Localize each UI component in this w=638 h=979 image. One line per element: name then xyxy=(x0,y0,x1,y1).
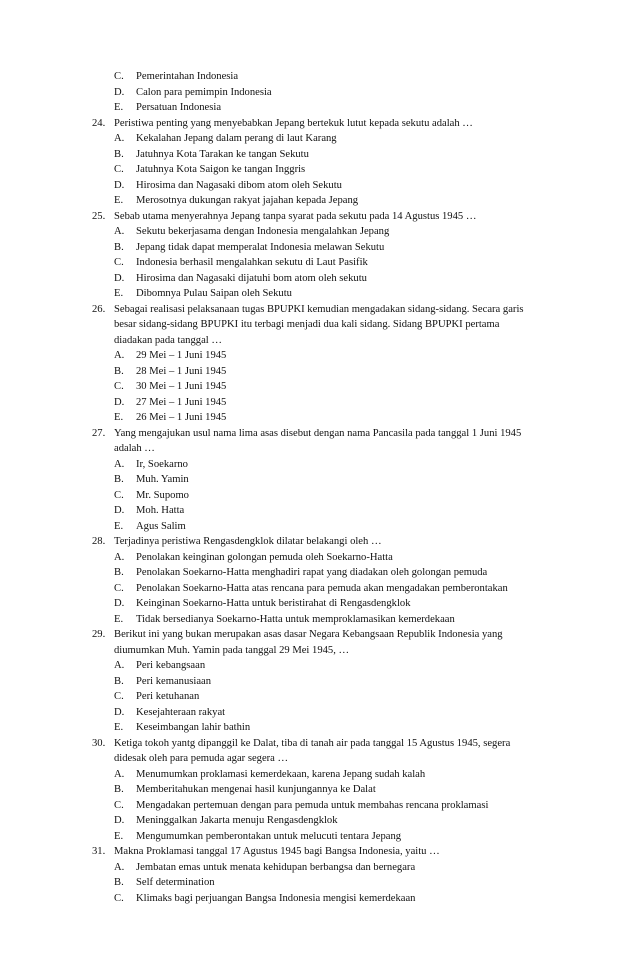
option-text: Hirosima dan Nagasaki dibom atom oleh Sekutu xyxy=(136,179,342,191)
option-text: Sekutu bekerjasama dengan Indonesia mengalahkan Jepang xyxy=(136,226,390,237)
option-text: 27 Mei – 1 Juni 1945 xyxy=(136,396,227,408)
question-text-line: Berikut ini yang bukan merupakan asas dasar Negara Kebangsaan Republik Indonesia yang xyxy=(114,629,503,640)
question-text-line: Sebab utama menyerahnya Jepang tanpa syarat pada sekutu pada 14 Agustus 1945 … xyxy=(114,210,477,222)
option-letter: C. xyxy=(114,257,124,268)
option-letter: A. xyxy=(114,660,125,671)
option-text: Klimaks bagi perjuangan Bangsa Indonesia mengisi kemerdekaan xyxy=(136,892,416,904)
option-letter: D. xyxy=(114,86,125,98)
question-text-line: besar sidang-sidang BPUPKI itu terbagi menjadi dua kali sidang. Sidang BPUPKI pertama xyxy=(114,319,500,330)
question-text-line: Makna Proklamasi tanggal 17 Agustus 1945 bagi Bangsa Indonesia, yaitu … xyxy=(114,846,440,857)
option-text: 30 Mei – 1 Juni 1945 xyxy=(136,381,227,392)
option-text: Agus Salim xyxy=(136,520,186,532)
option-letter: C. xyxy=(114,71,124,82)
option-text: Mr. Supomo xyxy=(136,489,189,501)
option-letter: C. xyxy=(114,691,124,702)
option-text: Meninggalkan Jakarta menuju Rengasdengklok xyxy=(136,815,338,826)
option-letter: B. xyxy=(114,365,124,377)
option-text: Peri kemanusiaan xyxy=(136,675,212,687)
option-letter: C. xyxy=(114,582,124,594)
question-number: 24. xyxy=(92,117,106,129)
option-letter: A. xyxy=(114,551,125,563)
question-number: 26. xyxy=(92,303,106,315)
option-text: Keinginan Soekarno-Hatta untuk beristirahat di Rengasdengklok xyxy=(136,598,411,609)
option-letter: B. xyxy=(114,474,124,485)
question-text-line: Terjadinya peristiwa Rengasdengklok dilatar belakangi oleh … xyxy=(114,536,382,547)
option-text: Peri kebangsaan xyxy=(136,660,206,671)
option-letter: C. xyxy=(114,799,124,811)
option-letter: E. xyxy=(114,412,124,423)
option-text: Penolakan Soekarno-Hatta menghadiri rapat yang diadakan oleh golongan pemuda xyxy=(136,567,488,578)
option-letter: D. xyxy=(114,815,125,826)
option-text: Menumumkan proklamasi kemerdekaan, karena Jepang sudah kalah xyxy=(136,768,426,780)
option-letter: A. xyxy=(114,226,125,237)
option-text: Persatuan Indonesia xyxy=(136,102,222,113)
option-text: Jepang tidak dapat memperalat Indonesia melawan Sekutu xyxy=(136,241,385,253)
option-letter: E. xyxy=(114,195,124,206)
option-text: Mengadakan pertemuan dengan para pemuda untuk membahas rencana proklamasi xyxy=(136,799,489,811)
option-letter: C. xyxy=(114,892,124,904)
option-letter: B. xyxy=(114,241,124,253)
option-text: Jatuhnya Kota Saigon ke tangan Inggris xyxy=(136,164,306,175)
option-text: Kekalahan Jepang dalam perang di laut Karang xyxy=(136,133,337,144)
option-text: Jembatan emas untuk menata kehidupan berbangsa dan bernegara xyxy=(136,861,416,873)
question-number: 29. xyxy=(92,629,106,640)
question-number: 31. xyxy=(92,846,106,857)
option-letter: E. xyxy=(114,288,124,299)
option-text: Kesejahteraan rakyat xyxy=(136,706,226,718)
option-letter: E. xyxy=(114,722,124,733)
option-letter: C. xyxy=(114,489,124,501)
option-letter: A. xyxy=(114,458,125,470)
option-text: 28 Mei – 1 Juni 1945 xyxy=(136,365,227,377)
option-letter: E. xyxy=(114,830,124,842)
option-letter: D. xyxy=(114,706,125,718)
option-letter: B. xyxy=(114,675,124,687)
option-text: Tidak bersedianya Soekarno-Hatta untuk memproklamasikan kemerdekaan xyxy=(136,613,455,625)
option-text: Dibomnya Pulau Saipan oleh Sekutu xyxy=(136,288,292,299)
option-text: 29 Mei – 1 Juni 1945 xyxy=(136,350,227,361)
option-letter: E. xyxy=(114,102,124,113)
option-text: Muh. Yamin xyxy=(136,474,189,485)
option-text: Jatuhnya Kota Tarakan ke tangan Sekutu xyxy=(136,148,309,160)
option-text: Penolakan keinginan golongan pemuda oleh Soekarno-Hatta xyxy=(136,551,393,563)
option-text: Calon para pemimpin Indonesia xyxy=(136,86,272,98)
option-text: 26 Mei – 1 Juni 1945 xyxy=(136,412,227,423)
option-text: Indonesia berhasil mengalahkan sekutu di Laut Pasifik xyxy=(136,257,368,268)
option-letter: C. xyxy=(114,164,124,175)
question-text-line: adalah … xyxy=(114,443,155,454)
option-text: Memberitahukan mengenai hasil kunjungannya ke Dalat xyxy=(136,784,376,795)
option-text: Merosotnya dukungan rakyat jajahan kepada Jepang xyxy=(136,195,359,206)
option-letter: D. xyxy=(114,598,125,609)
option-text: Moh. Hatta xyxy=(136,505,185,516)
question-text-line: diadakan pada tanggal … xyxy=(114,334,222,346)
option-letter: D. xyxy=(114,272,125,284)
question-number: 27. xyxy=(92,427,106,439)
option-text: Mengumumkan pemberontakan untuk melucuti tentara Jepang xyxy=(136,830,402,842)
option-letter: B. xyxy=(114,148,124,160)
option-letter: C. xyxy=(114,381,124,392)
question-text-line: diumumkan Muh. Yamin pada tanggal 29 Mei 1945, … xyxy=(114,644,350,656)
option-text: Ir, Soekarno xyxy=(136,458,188,470)
option-text: Hirosima dan Nagasaki dijatuhi bom atom oleh sekutu xyxy=(136,272,367,284)
question-text-line: didesak oleh para pemuda agar segera … xyxy=(114,753,289,764)
option-letter: B. xyxy=(114,784,124,795)
option-letter: D. xyxy=(114,179,125,191)
option-text: Keseimbangan lahir bathin xyxy=(136,722,251,733)
option-letter: A. xyxy=(114,350,125,361)
question-number: 25. xyxy=(92,210,106,222)
question-number: 30. xyxy=(92,737,106,749)
option-letter: B. xyxy=(114,567,124,578)
option-letter: B. xyxy=(114,877,124,888)
option-letter: A. xyxy=(114,768,125,780)
option-text: Peri ketuhanan xyxy=(136,691,200,702)
question-text-line: Ketiga tokoh yantg dipanggil ke Dalat, tiba di tanah air pada tanggal 15 Agustus 1945, segera xyxy=(114,737,511,749)
question-number: 28. xyxy=(92,536,106,547)
option-letter: A. xyxy=(114,133,125,144)
question-text-line: Sebagai realisasi pelaksanaan tugas BPUPKI kemudian mengadakan sidang-sidang. Secara garis xyxy=(114,303,524,315)
question-text-line: Peristiwa penting yang menyebabkan Jepang bertekuk lutut kepada sekutu adalah … xyxy=(114,117,473,129)
option-letter: A. xyxy=(114,861,125,873)
option-letter: E. xyxy=(114,613,124,625)
option-text: Pemerintahan Indonesia xyxy=(136,71,239,82)
option-letter: D. xyxy=(114,396,125,408)
option-letter: D. xyxy=(114,505,125,516)
option-letter: E. xyxy=(114,520,124,532)
question-text-line: Yang mengajukan usul nama lima asas disebut dengan nama Pancasila pada tanggal 1 Juni 1945 xyxy=(114,427,522,439)
option-text: Penolakan Soekarno-Hatta atas rencana para pemuda akan mengadakan pemberontakan xyxy=(136,582,508,594)
option-text: Self determination xyxy=(136,877,215,888)
